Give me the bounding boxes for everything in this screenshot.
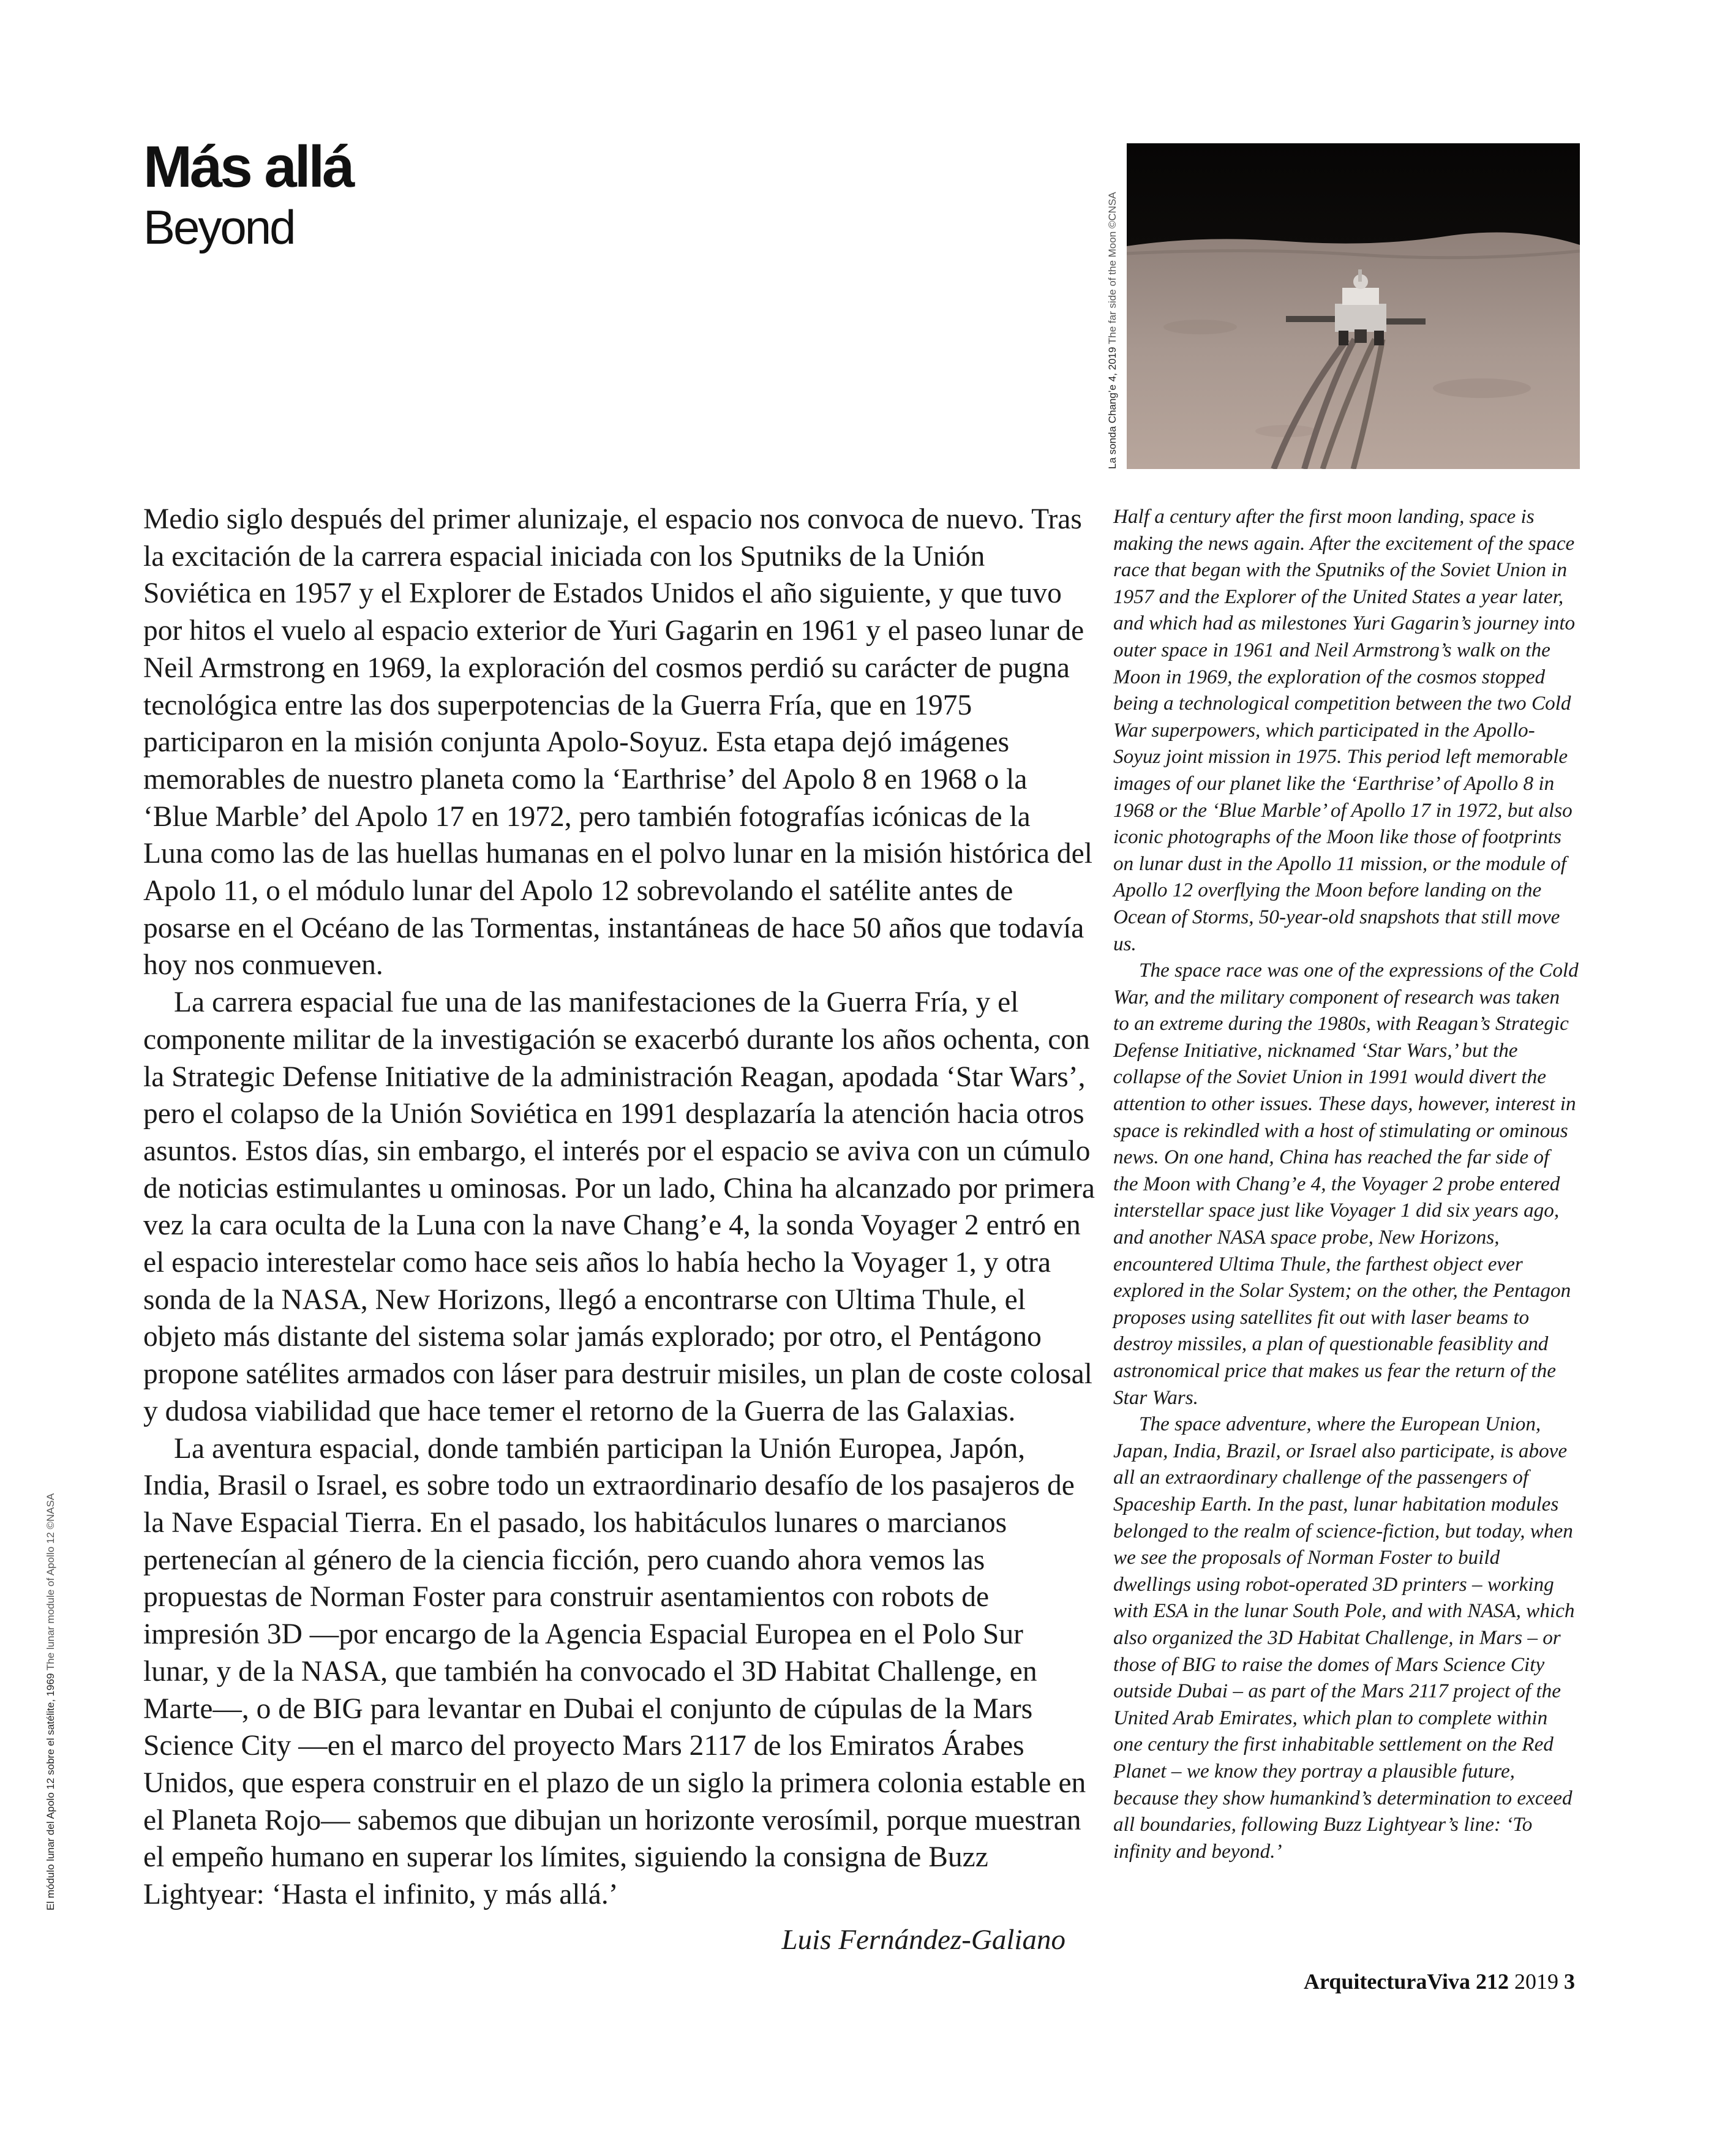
page-title: Más allá [143,134,353,200]
spanish-paragraph-1: Medio siglo después del primer alunizaje, el espacio nos convoca de nuevo. Tras la excitación de la carrera espacial iniciada con los Sputniks de la Unión Soviética en 1957 y el Explorer de Estados Unidos el año siguiente, y que tuvo por hitos el vuelo al espacio exterior de Yuri Gagarin en 1961 y el paseo lunar de Neil Armstrong en 1969, la exploración del cosmos perdió su carácter de pugna tecnológica entre las dos superpotencias de la Guerra Fría, que en 1975 participaron en la misión conjunta Apolo-Soyuz. Esta etapa dejó imágenes memorables de nuestro planeta como la ‘Earthrise’ del Apolo 8 en 1968 o la ‘Blue Marble’ del Apolo 17 en 1972, pero también fotografías icónicas de la Luna como las de las huellas humanas en el polvo lunar en la misión histórica del Apolo 11, o el módulo lunar del Apolo 12 sobrevolando el satélite antes de posarse en el Océano de las Tormentas, instantáneas de hace 50 años que todavía hoy nos conmueven. [143,503,1092,982]
english-article [1113,503,1579,1864]
magazine-name: ArquitecturaViva 212 [1304,1969,1509,1994]
side-credit-es: El módulo lunar del Apolo 12 sobre el satélite, 1969 [45,1673,56,1910]
page-subtitle: Beyond [143,200,295,254]
lunar-rover-photo [1127,143,1580,469]
author-signature: Luis Fernández-Galiano [781,1924,1065,1956]
side-credit-en: The lunar module of Apollo 12 ©NASA [45,1493,56,1671]
english-paragraph-3: The space adventure, where the European Union, Japan, India, Brazil, or Israel also participate, is above all an extraordinary challenge of the passengers of Spaceship Earth. In the past, lunar habitation modules belonged to the realm of science-fiction, but today, when we see the proposals of Norman Foster to build dwellings using robot-operated 3D printers – working with ESA in the lunar South Pole, and with NASA, which also organized the 3D Habitat Challenge, in Mars – or those of BIG to raise the domes of Mars Science City outside Dubai – as part of the Mars 2117 project of the United Arab Emirates, which plan to complete within one century the first inhabitable settlement on the Red Planet – we know they portray a plausible future, because they show humankind’s determination to exceed all boundaries, following Buzz Lightyear’s line: ‘To infinity and beyond.’ [1113,1413,1575,1863]
lunar-rover-illustration [1127,143,1580,469]
photo-credit-en: The far side of the Moon ©CNSA [1107,192,1118,345]
page-number: 3 [1564,1969,1575,1994]
spanish-paragraph-2: La carrera espacial fue una de las manifestaciones de la Guerra Fría, y el componente militar de la investigación se exacerbó durante los años ochenta, con la Strategic Defense Initiative de la administración Reagan, apodada ‘Star Wars’, pero el colapso de la Unión Soviética en 1991 desplazaría la atención hacia otros asuntos. Estos días, sin embargo, el interés por el espacio se aviva con un cúmulo de noticias estimulantes u ominosas. Por un lado, China ha alcanzado por primera vez la cara oculta de la Luna con la nave Chang’e 4, la sonda Voyager 2 entró en el espacio interestelar como hace seis años lo había hecho la Voyager 1, y otra sonda de la NASA, New Horizons, llegó a encontrarse con Ultima Thule, el objeto más distante del sistema solar jamás explorado; por otro, el Pentágono propone satélites armados con láser para destruir misiles, un plan de coste colosal y dudosa viabilidad que hace temer el retorno de la Guerra de las Galaxias. [143,986,1095,1427]
spanish-paragraph-3: La aventura espacial, donde también participan la Unión Europea, Japón, India, Brasil o Israel, es sobre todo un extraordinario desafío de los pasajeros de la Nave Espacial Tierra. En el pasado, los habitáculos lunares o marcianos pertenecían al género de la ciencia ficción, pero cuando ahora vemos las propuestas de Norman Foster para construir asentamientos con robots de impresión 3D —por encargo de la Agencia Espacial Europea en el Polo Sur lunar, y de la NASA, que también ha convocado el 3D Habitat Challenge, en Marte—, o de BIG para levantar en Dubai el conjunto de cúpulas de la Mars Science City —en el marco del proyecto Mars 2117 de los Emiratos Árabes Unidos, que espera construir en el plazo de un siglo la primera colonia estable en el Planeta Rojo— sabemos que dibujan un horizonte verosímil, porque muestran el empeño humano en superar los límites, siguiendo la consigna de Buzz Lightyear: ‘Hasta el infinito, y más allá.’ [143,1432,1086,1911]
side-photo-credit [44,1493,58,1910]
page-footer [1304,1968,1575,1995]
photo-credit-es: La sonda Chang’e 4, 2019 [1107,347,1118,469]
spanish-article [143,501,1096,1913]
photo-credit [1106,192,1119,469]
issue-year: 2019 [1514,1969,1558,1994]
english-paragraph-1: Half a century after the first moon landing, space is making the news again. After the excitement of the space race that began with the Sputniks of the Soviet Union in 1957 and the Explorer of the United States a year later, and which had as milestones Yuri Gagarin’s journey into outer space in 1961 and Neil Armstrong’s walk on the Moon in 1969, the exploration of the cosmos stopped being a technological competition between the two Cold War superpowers, which participated in the Apollo-Soyuz joint mission in 1975. This period left memorable images of our planet like the ‘Earthrise’ of Apollo 8 in 1968 or the ‘Blue Marble’ of Apollo 17 in 1972, but also iconic photographs of the Moon like those of footprints on lunar dust in the Apollo 11 mission, or the module of Apollo 12 overflying the Moon before landing on the Ocean of Storms, 50-year-old snapshots that still move us. [1113,505,1576,955]
english-paragraph-2: The space race was one of the expressions of the Cold War, and the military component of research was taken to an extreme during the 1980s, with Reagan’s Strategic Defense Initiative, nicknamed ‘Star Wars,’ but the collapse of the Soviet Union in 1991 would divert the attention to other issues. These days, however, interest in space is rekindled with a host of stimulating or ominous news. On one hand, China has reached the far side of the Moon with Chang’e 4, the Voyager 2 probe entered interstellar space just like Voyager 1 did six years ago, and another NASA space probe, New Horizons, encountered Ultima Thule, the farthest object ever explored in the Solar System; on the other, the Pentagon proposes using satellites fit out with laser beams to destroy missiles, a plan of questionable feasiblity and astronomical price that makes us fear the return of the Star Wars. [1113,959,1579,1409]
